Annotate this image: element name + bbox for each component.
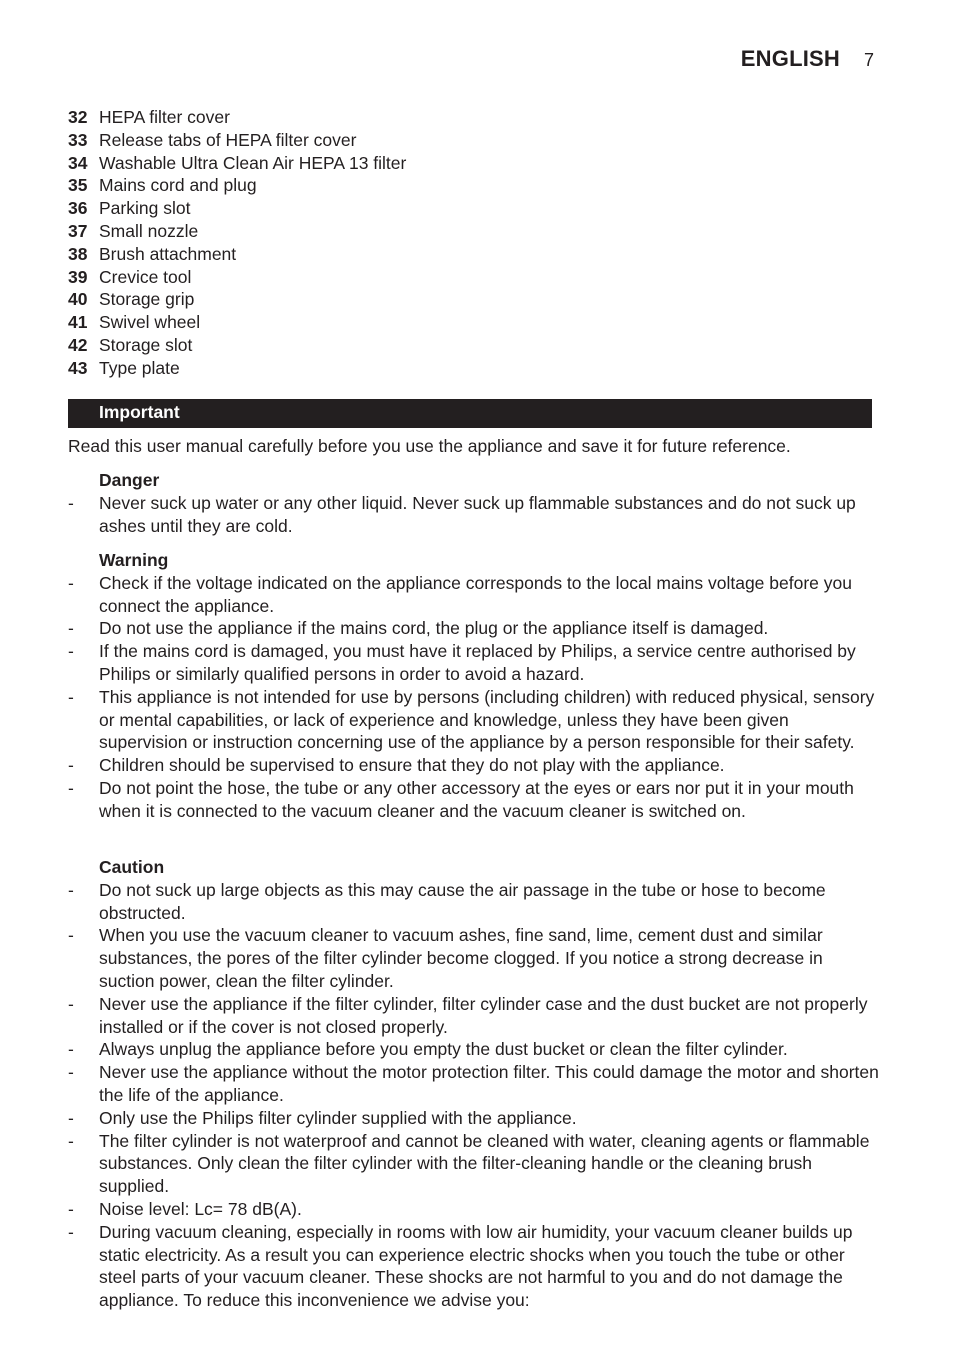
bullet-dash: -	[68, 572, 74, 593]
bullet-dash: -	[68, 993, 74, 1014]
warning-item-text: Check if the voltage indicated on the appliance corresponds to the local mains voltage before you connect the appliance.	[99, 572, 852, 616]
part-number: 40	[68, 289, 88, 310]
caution-item-text: The filter cylinder is not waterproof and cannot be cleaned with water, cleaning agents or flammable substances. Only clean the filter cylinder with the filter-cleaning handle or the cleaning brush supplied.	[99, 1130, 870, 1197]
warning-item	[68, 572, 880, 618]
caution-section	[68, 856, 880, 1312]
caution-item	[68, 993, 880, 1039]
part-label: Crevice tool	[99, 266, 192, 287]
part-label: Brush attachment	[99, 243, 237, 264]
caution-item	[68, 1198, 880, 1221]
bullet-dash: -	[68, 1130, 74, 1151]
page-number: 7	[863, 50, 874, 70]
danger-item-text: Never suck up water or any other liquid. Never suck up flammable substances and do not suck up ashes until they are cold.	[99, 492, 856, 536]
bullet-dash: -	[68, 1039, 74, 1060]
caution-item	[68, 1130, 880, 1198]
caution-item	[68, 1107, 880, 1130]
parts-list-item	[68, 174, 406, 197]
language-label: ENGLISH	[740, 46, 840, 71]
parts-list-item	[68, 197, 406, 220]
part-label: Release tabs of HEPA filter cover	[99, 129, 357, 150]
danger-section	[68, 469, 880, 537]
bullet-dash: -	[68, 879, 74, 900]
bullet-dash: -	[68, 686, 74, 707]
caution-list	[68, 879, 880, 1312]
warning-item	[68, 754, 880, 777]
caution-item-text: Never use the appliance without the motor protection filter. This could damage the motor and shorten the life of the appliance.	[99, 1062, 879, 1105]
part-number: 34	[68, 152, 88, 173]
important-title: Important	[99, 402, 180, 422]
part-number: 33	[68, 129, 88, 150]
part-number: 43	[68, 357, 88, 378]
bullet-dash: -	[68, 1221, 74, 1242]
part-label: Swivel wheel	[99, 312, 201, 333]
important-banner	[68, 399, 872, 428]
part-number: 39	[68, 266, 88, 287]
caution-item	[68, 1221, 880, 1312]
parts-list-item	[68, 266, 406, 289]
part-label: Small nozzle	[99, 220, 199, 241]
parts-list-item	[68, 152, 406, 175]
part-number: 32	[68, 107, 88, 127]
bullet-dash: -	[68, 755, 74, 776]
parts-list-item	[68, 357, 406, 380]
bullet-dash: -	[68, 777, 74, 798]
parts-list-item	[68, 311, 406, 334]
warning-list	[68, 572, 880, 823]
parts-list-item	[68, 106, 406, 129]
caution-item-text: Only use the Philips filter cylinder supplied with the appliance.	[99, 1107, 577, 1128]
part-number: 42	[68, 334, 88, 355]
warning-item	[68, 617, 880, 640]
bullet-dash: -	[68, 1198, 74, 1219]
caution-heading: Caution	[99, 857, 165, 877]
warning-item-text: If the mains cord is damaged, you must have it replaced by Philips, a service centre authorised by Philips or similarly qualified persons in order to avoid a hazard.	[99, 641, 856, 684]
warning-item-text: Do not use the appliance if the mains cord, the plug or the appliance itself is damaged.	[99, 618, 769, 639]
caution-item	[68, 924, 880, 992]
parts-list-item	[68, 243, 406, 266]
part-label: Parking slot	[99, 198, 191, 219]
warning-item-text: Do not point the hose, the tube or any other accessory at the eyes or ears nor put it in your mouth when it is connected to the vacuum cleaner and the vacuum cleaner is switched on.	[99, 777, 854, 821]
part-label: Storage slot	[99, 334, 193, 355]
bullet-dash: -	[68, 1062, 74, 1083]
caution-item	[68, 879, 880, 925]
part-number: 36	[68, 198, 88, 219]
warning-item	[68, 777, 880, 823]
intro-paragraph: Read this user manual carefully before you use the appliance and save it for future reference.	[68, 436, 791, 456]
parts-list-item	[68, 129, 406, 152]
parts-list	[68, 106, 406, 380]
bullet-dash: -	[68, 492, 74, 513]
warning-item	[68, 640, 880, 686]
part-label: Type plate	[99, 357, 180, 378]
bullet-dash: -	[68, 641, 74, 662]
warning-item	[68, 686, 880, 754]
caution-item-text: Never use the appliance if the filter cylinder, filter cylinder case and the dust bucket are not properly installed or if the cover is not closed properly.	[99, 993, 868, 1037]
danger-heading: Danger	[99, 470, 160, 490]
part-number: 41	[68, 312, 88, 333]
bullet-dash: -	[68, 925, 74, 946]
part-label: Mains cord and plug	[99, 175, 257, 196]
parts-list-item	[68, 334, 406, 357]
caution-item-text: Do not suck up large objects as this may cause the air passage in the tube or hose to become obstructed.	[99, 879, 826, 923]
caution-item	[68, 1061, 880, 1107]
danger-item	[68, 492, 880, 538]
part-number: 37	[68, 220, 88, 241]
caution-item-text: During vacuum cleaning, especially in rooms with low air humidity, your vacuum cleaner builds up static electricity. As a result you can experience electric shocks when you touch the tube or other steel parts of your vacuum cleaner. These shocks are not harmful to you and do not damage the appliance. To reduce this inconvenience we advise you:	[99, 1221, 853, 1311]
caution-item-text: Always unplug the appliance before you empty the dust bucket or clean the filter cylinder.	[99, 1039, 788, 1060]
danger-list	[68, 492, 880, 538]
bullet-dash: -	[68, 618, 74, 639]
warning-item-text: Children should be supervised to ensure that they do not play with the appliance.	[99, 755, 725, 776]
page-header	[741, 46, 874, 72]
caution-item	[68, 1038, 880, 1061]
part-number: 38	[68, 243, 88, 264]
parts-list-item	[68, 288, 406, 311]
parts-list-item	[68, 220, 406, 243]
caution-item-text: When you use the vacuum cleaner to vacuum ashes, fine sand, lime, cement dust and similar substances, the pores of the filter cylinder become clogged. If you notice a strong decrease in suction power, clean the filter cylinder.	[99, 925, 823, 991]
part-label: Washable Ultra Clean Air HEPA 13 filter	[99, 152, 407, 173]
bullet-dash: -	[68, 1107, 74, 1128]
warning-heading: Warning	[99, 550, 169, 570]
warning-item-text: This appliance is not intended for use by persons (including children) with reduced physical, sensory or mental capabilities, or lack of experience and knowledge, unless they have been given supervision or instruction concerning use of the appliance by a person responsible for their safety.	[99, 686, 875, 753]
warning-section	[68, 549, 880, 823]
part-label: Storage grip	[99, 289, 195, 310]
part-label: HEPA filter cover	[99, 107, 230, 127]
part-number: 35	[68, 175, 88, 196]
caution-item-text: Noise level: Lc= 78 dB(A).	[99, 1198, 302, 1219]
